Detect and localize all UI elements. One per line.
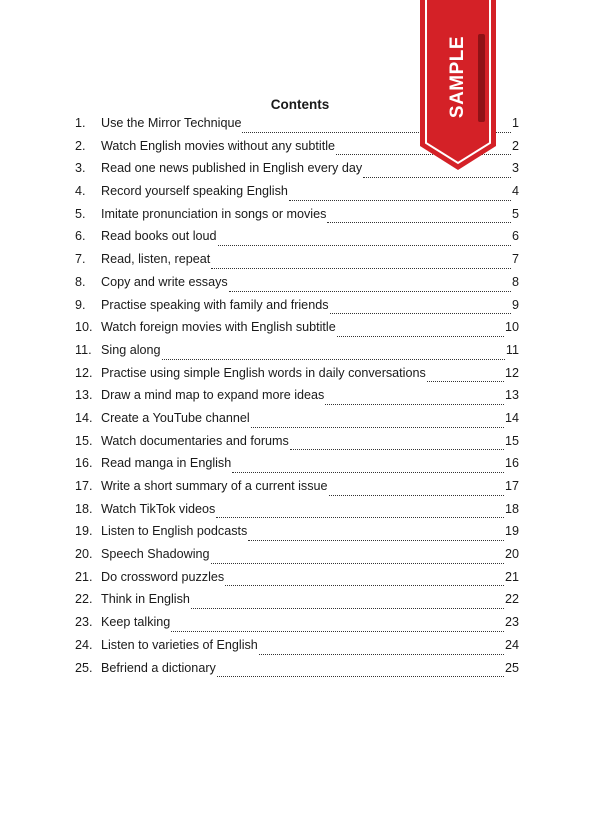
dot-leader (217, 676, 504, 677)
toc-entry-page: 14 (504, 410, 519, 425)
toc-entry-label: Imitate pronunciation in songs or movies (101, 206, 327, 221)
toc-entry-label: Watch English movies without any subtitle (101, 138, 336, 153)
toc-entry-page: 1 (511, 116, 519, 130)
toc-entry-label: Watch foreign movies with English subtitle (101, 320, 336, 335)
toc-entry-number: 22. (75, 592, 93, 607)
toc-entry-page: 12 (504, 365, 519, 380)
toc-entry-number: 11. (75, 342, 92, 357)
toc-entry-page: 19 (504, 524, 519, 539)
toc-entry-label: Draw a mind map to expand more ideas (101, 388, 325, 403)
toc-entry-page: 25 (504, 660, 519, 675)
table-of-contents (75, 116, 519, 683)
toc-entry-number: 25. (75, 660, 93, 675)
toc-entry-page: 3 (511, 161, 519, 176)
toc-entry (75, 592, 519, 615)
dot-leader (330, 313, 511, 314)
toc-entry-label: Read books out loud (101, 229, 217, 244)
toc-entry-label: Practise speaking with family and friends (101, 297, 329, 312)
toc-entry-label: Sing along (101, 342, 161, 357)
dot-leader (363, 177, 511, 178)
toc-entry (75, 456, 519, 479)
toc-entry (75, 388, 519, 411)
dot-leader (329, 495, 504, 496)
toc-entry-page: 7 (511, 252, 519, 267)
toc-entry-number: 21. (75, 569, 93, 584)
toc-entry-number: 15. (75, 433, 93, 448)
toc-entry-label: Use the Mirror Technique (101, 116, 242, 130)
toc-entry-number: 5. (75, 206, 86, 221)
toc-entry-label: Read one news published in English every day (101, 161, 363, 176)
toc-entry-label: Do crossword puzzles (101, 569, 225, 584)
toc-entry (75, 320, 519, 343)
dot-leader (325, 404, 504, 405)
toc-entry-page: 6 (511, 229, 519, 244)
toc-entry-number: 9. (75, 297, 86, 312)
dot-leader (232, 472, 504, 473)
toc-entry-page: 16 (504, 456, 519, 471)
toc-entry-number: 19. (75, 524, 93, 539)
toc-entry-page: 21 (504, 569, 519, 584)
toc-entry-label: Read manga in English (101, 456, 232, 471)
toc-entry (75, 570, 519, 593)
toc-entry (75, 638, 519, 661)
toc-entry (75, 615, 519, 638)
dot-leader (327, 222, 511, 223)
toc-entry (75, 207, 519, 230)
toc-entry-page: 22 (504, 592, 519, 607)
dot-leader (171, 631, 504, 632)
toc-entry-label: Listen to English podcasts (101, 524, 248, 539)
toc-entry-page: 20 (504, 547, 519, 562)
dot-leader (216, 517, 504, 518)
dot-leader (259, 654, 504, 655)
toc-entry (75, 343, 519, 366)
toc-entry-label: Speech Shadowing (101, 547, 210, 562)
toc-entry-label: Befriend a dictionary (101, 660, 216, 675)
toc-entry-number: 3. (75, 161, 86, 176)
dot-leader (191, 608, 504, 609)
toc-entry-label: Keep talking (101, 615, 171, 630)
dot-leader (211, 563, 504, 564)
toc-entry-page: 2 (511, 138, 519, 153)
toc-entry-page: 15 (504, 433, 519, 448)
toc-entry-number: 17. (75, 479, 93, 493)
dot-leader (162, 359, 505, 360)
dot-leader (337, 336, 504, 337)
toc-entry-label: Listen to varieties of English (101, 637, 258, 652)
toc-entry-label: Copy and write essays (101, 274, 228, 289)
toc-entry-number: 24. (75, 637, 93, 652)
toc-entry-label: Practise using simple English words in daily conversations (101, 365, 426, 380)
dot-leader (289, 200, 511, 201)
toc-entry-number: 18. (75, 501, 93, 516)
toc-entry-number: 1. (75, 116, 86, 130)
toc-entry (75, 366, 519, 389)
toc-entry (75, 434, 519, 457)
toc-entry-number: 8. (75, 274, 86, 289)
toc-entry-number: 14. (75, 410, 93, 425)
toc-entry-page: 10 (504, 320, 519, 335)
toc-entry-number: 23. (75, 615, 93, 630)
toc-entry (75, 252, 519, 275)
toc-entry (75, 524, 519, 547)
toc-entry-page: 23 (504, 615, 519, 630)
toc-entry-page: 18 (504, 501, 519, 516)
toc-entry-page: 4 (511, 184, 519, 199)
toc-entry-page: 8 (511, 274, 519, 289)
toc-entry-label: Think in English (101, 592, 190, 607)
dot-leader (290, 449, 504, 450)
toc-entry-number: 20. (75, 547, 93, 562)
toc-entry-number: 10. (75, 320, 93, 335)
ribbon-bar (478, 34, 485, 122)
toc-entry (75, 275, 519, 298)
toc-entry-page: 9 (511, 297, 519, 312)
toc-entry-page: 11 (505, 342, 519, 357)
toc-entry (75, 479, 519, 502)
toc-entry-label: Create a YouTube channel (101, 410, 250, 425)
toc-entry-page: 24 (504, 637, 519, 652)
toc-entry (75, 184, 519, 207)
toc-entry-page: 13 (504, 388, 519, 403)
toc-entry-label: Record yourself speaking English (101, 184, 288, 199)
dot-leader (218, 245, 511, 246)
toc-entry (75, 298, 519, 321)
dot-leader (225, 585, 504, 586)
toc-entry-number: 6. (75, 229, 86, 244)
dot-leader (211, 268, 511, 269)
toc-entry-page: 17 (504, 479, 519, 493)
toc-entry-number: 4. (75, 184, 86, 199)
toc-entry-number: 2. (75, 138, 86, 153)
dot-leader (251, 427, 504, 428)
sample-label: SAMPLE (447, 35, 468, 119)
toc-entry (75, 547, 519, 570)
toc-entry (75, 229, 519, 252)
toc-entry-label: Watch TikTok videos (101, 501, 216, 516)
dot-leader (427, 381, 504, 382)
toc-entry-label: Watch documentaries and forums (101, 433, 289, 448)
toc-entry-page: 5 (511, 206, 519, 221)
toc-entry-label: Read, listen, repeat (101, 252, 211, 267)
toc-entry-number: 12. (75, 365, 93, 380)
toc-entry-label: Write a short summary of a current issue (101, 479, 328, 493)
toc-entry (75, 502, 519, 525)
page-title: Contents (270, 97, 330, 112)
dot-leader (229, 291, 511, 292)
dot-leader (248, 540, 504, 541)
toc-entry (75, 661, 519, 684)
toc-entry-number: 13. (75, 388, 93, 403)
toc-entry-number: 7. (75, 252, 86, 267)
toc-entry-number: 16. (75, 456, 93, 471)
toc-entry (75, 411, 519, 434)
